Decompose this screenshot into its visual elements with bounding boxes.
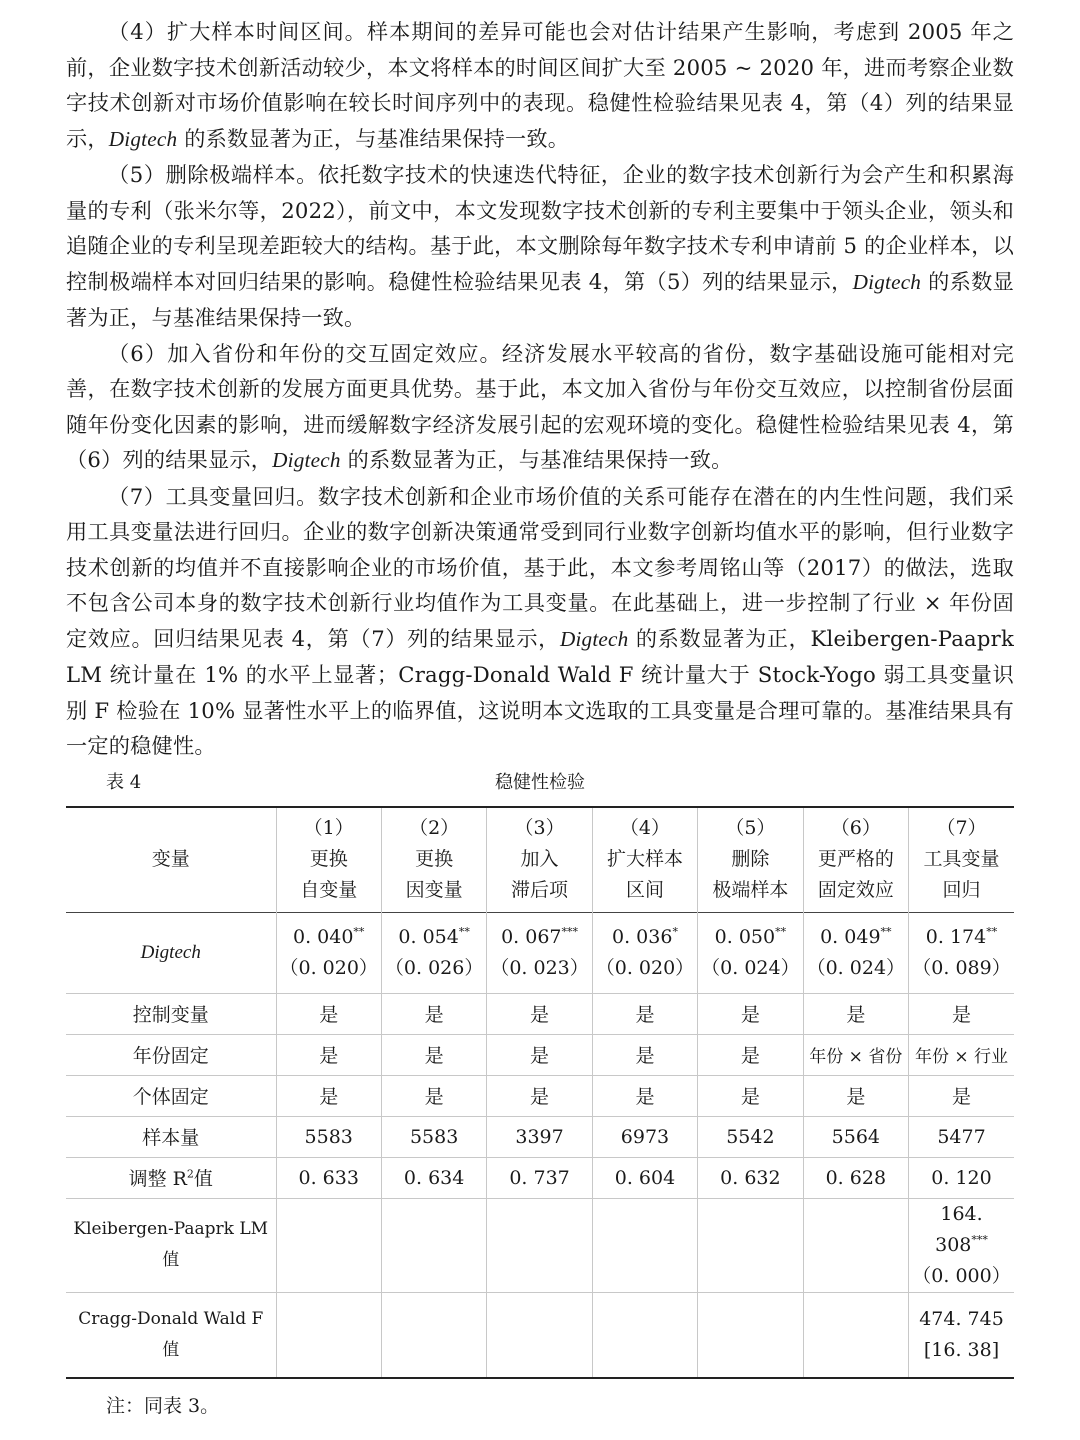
variable-name: Digtech: [559, 626, 629, 651]
column-label: 更换: [309, 848, 348, 870]
table-cell: [487, 1198, 592, 1292]
row-label: 控制变量: [132, 1004, 209, 1026]
significance-stars: ***: [971, 1233, 988, 1247]
row-label: Digtech: [140, 942, 201, 963]
row-label-text: 调整 R: [128, 1168, 187, 1190]
stat-value: 474. 745: [919, 1307, 1004, 1330]
coef-cell: [487, 912, 592, 993]
table-cell: 是: [487, 1034, 592, 1075]
table-cell: 是: [698, 1075, 803, 1116]
table-row-cd-f: [66, 1292, 1014, 1378]
paragraph-text: 的系数显著为正，与基准结果保持一致。: [66, 268, 1014, 330]
table-header-row: [66, 807, 1014, 913]
significance-stars: **: [880, 925, 892, 939]
table-cell: [592, 1292, 697, 1378]
table-cell: 年份 × 行业: [909, 1034, 1014, 1075]
table-cell: [381, 1292, 486, 1378]
table-note: 注：同表 3。: [106, 1394, 220, 1417]
coef-cell: [276, 912, 381, 993]
table-cell: 是: [381, 1075, 486, 1116]
table-cell: 0. 120: [909, 1157, 1014, 1198]
column-number: （5）: [725, 817, 776, 839]
column-label: 滞后项: [511, 879, 569, 901]
table-caption: [66, 768, 1014, 798]
column-label: 删除: [731, 848, 770, 870]
column-header: [698, 807, 803, 913]
coef-cell: [592, 912, 697, 993]
table-number: 表 4: [106, 771, 142, 793]
table-cell: 5564: [803, 1116, 908, 1157]
standard-error: （0. 026）: [384, 956, 484, 979]
standard-error: （0. 020）: [595, 956, 695, 979]
table-cell: [803, 1198, 908, 1292]
significance-stars: **: [986, 925, 998, 939]
table-cell: 6973: [592, 1116, 697, 1157]
coef-value: 0. 036: [612, 925, 673, 948]
table-cell: 5542: [698, 1116, 803, 1157]
paragraph-text: （7）工具变量回归。数字技术创新和企业市场价值的关系可能存在潜在的内生性问题，我们采用工具变量法进行回归。企业的数字创新决策通常受到同行业数字创新均值水平的影响，但行业数字技术创新的均值并不直接影响企业的市场价值，基于此，本文参考周铭山等（2017）的做法，选取不包含公司本身的数字技术创新行业均值作为工具变量。在此基础上，进一步控制了行业 × 年份固定效应。回归结果见表 4，第（7）列的结果显示，: [66, 483, 1014, 651]
table-cell: [487, 1292, 592, 1378]
standard-error: （0. 023）: [490, 956, 589, 979]
table-cell: 是: [592, 1075, 697, 1116]
variable-name: Digtech: [272, 448, 341, 472]
table-cell: [276, 1292, 381, 1378]
table-cell: 是: [381, 993, 486, 1034]
column-number: （7）: [936, 817, 987, 839]
critical-value: [16. 38]: [923, 1338, 1000, 1361]
table-cell: 是: [276, 1034, 381, 1075]
table-cell: 是: [909, 993, 1014, 1034]
column-header: [592, 807, 697, 913]
header-variable: 变量: [151, 848, 190, 870]
table-cell: 是: [592, 1034, 697, 1075]
table-cell: 是: [698, 1034, 803, 1075]
significance-stars: *: [672, 925, 678, 939]
column-label: 自变量: [300, 879, 358, 901]
table-cell: 0. 634: [381, 1157, 486, 1198]
table-cell: [698, 1198, 803, 1292]
table-row-kp-lm: [66, 1198, 1014, 1292]
table-cell: [909, 1198, 1014, 1292]
significance-stars: **: [775, 925, 787, 939]
column-header: [487, 807, 592, 913]
paragraph-6: [66, 336, 1014, 479]
coef-cell: [803, 912, 908, 993]
standard-error: （0. 024）: [806, 956, 906, 979]
table-cell: 是: [803, 1075, 908, 1116]
table-cell: 0. 737: [487, 1157, 592, 1198]
column-number: （1）: [303, 817, 354, 839]
table-cell: [276, 1198, 381, 1292]
paragraph-7: [66, 479, 1014, 764]
row-label: Kleibergen-Paaprk LM 值: [73, 1219, 269, 1270]
table-row-firm-fe: [66, 1075, 1014, 1116]
row-label: [66, 1157, 276, 1198]
coef-value: 0. 049: [820, 925, 881, 948]
table-cell: 是: [909, 1075, 1014, 1116]
row-label: 样本量: [142, 1127, 200, 1149]
row-label: 年份固定: [132, 1045, 209, 1067]
table-cell: [381, 1198, 486, 1292]
paragraph-text: 的系数显著为正，与基准结果保持一致。: [177, 125, 570, 151]
table-row-controls: [66, 993, 1014, 1034]
table-title: 稳健性检验: [495, 771, 585, 793]
table-cell: 是: [487, 993, 592, 1034]
table-row-digtech: [66, 912, 1014, 993]
column-label: 扩大样本: [606, 848, 683, 870]
table-cell: [698, 1292, 803, 1378]
table-row-adj-r2: [66, 1157, 1014, 1198]
column-number: （3）: [514, 817, 565, 839]
standard-error: （0. 024）: [701, 956, 800, 979]
table-cell: 5583: [381, 1116, 486, 1157]
column-label: 极端样本: [712, 879, 789, 901]
paragraph-text: 的系数显著为正，与基准结果保持一致。: [340, 447, 733, 472]
coef-value: 0. 050: [714, 925, 776, 948]
coef-cell: [698, 912, 803, 993]
table-row-year-fe: [66, 1034, 1014, 1075]
significance-stars: **: [353, 925, 365, 939]
column-header: [909, 807, 1014, 913]
paragraph-text: （4）扩大样本时间区间。样本期间的差异可能也会对估计结果产生影响，考虑到 2005 年之前，企业数字技术创新活动较少，本文将样本的时间区间扩大至 2005 ~ 2020 年，进而考察企业数字技术创新对市场价值影响在较长时间序列中的表现。稳健性检验结果见表 4，第（4）列的结果显示，: [66, 19, 1014, 151]
table-cell: [909, 1292, 1014, 1378]
paragraph-text: 的系数显著为正，Kleibergen-Paaprk LM 统计量在 1% 的水平上显著；Cragg-Donald Wald F 统计量大于 Stock-Yogo 弱工具变量识别 F 检验在 10% 显著性水平上的临界值，这说明本文选取的工具变量是合理可靠的。基准结果具有一定的稳健性。: [66, 625, 1014, 758]
table-cell: 0. 604: [592, 1157, 697, 1198]
robustness-table: [66, 806, 1014, 1379]
table-cell: 5477: [909, 1116, 1014, 1157]
paragraph-text: （5）删除极端样本。依托数字技术的快速迭代特征，企业的数字技术创新行为会产生和积累海量的专利（张米尔等，2022），前文中，本文发现数字技术创新的专利主要集中于领头企业，领头和追随企业的专利呈现差距较大的结构。基于此，本文删除每年数字技术专利申请前 5 的企业样本，以控制极端样本对回归结果的影响。稳健性检验结果见表 4，第（5）列的结果显示，: [66, 162, 1014, 294]
coef-value: 0. 040: [292, 925, 354, 948]
table-cell: 是: [803, 993, 908, 1034]
significance-stars: **: [458, 925, 470, 939]
column-label: 更严格的: [817, 848, 894, 870]
coef-cell: [381, 912, 486, 993]
row-label: 个体固定: [132, 1086, 209, 1108]
table-cell: 5583: [276, 1116, 381, 1157]
column-label: 因变量: [405, 879, 463, 901]
column-label: 更换: [415, 848, 454, 870]
column-label: 回归: [942, 879, 981, 901]
table-cell: 是: [487, 1075, 592, 1116]
standard-error: （0. 020）: [279, 956, 378, 979]
column-number: （4）: [619, 817, 671, 839]
stat-value: 164. 308: [935, 1202, 983, 1256]
superscript: 2: [186, 1167, 194, 1181]
p-value: （0. 000）: [912, 1264, 1011, 1287]
table-cell: 是: [276, 993, 381, 1034]
variable-name: Digtech: [108, 126, 178, 151]
table-cell: 是: [276, 1075, 381, 1116]
paragraph-5: [66, 157, 1014, 336]
table-cell: 是: [698, 993, 803, 1034]
table-cell: 年份 × 省份: [803, 1034, 908, 1075]
table-cell: [803, 1292, 908, 1378]
table-cell: 0. 632: [698, 1157, 803, 1198]
column-number: （6）: [830, 817, 881, 839]
table-cell: 0. 628: [803, 1157, 908, 1198]
coef-value: 0. 054: [398, 925, 459, 948]
column-number: （2）: [409, 817, 460, 839]
column-header: [803, 807, 908, 913]
coef-cell: [909, 912, 1014, 993]
variable-name: Digtech: [852, 269, 922, 294]
significance-stars: ***: [561, 925, 579, 939]
coef-value: 0. 174: [925, 925, 987, 948]
table-cell: [592, 1198, 697, 1292]
standard-error: （0. 089）: [912, 956, 1011, 979]
table-cell: 是: [381, 1034, 486, 1075]
column-label: 区间: [625, 879, 664, 901]
table-row-sample-size: [66, 1116, 1014, 1157]
table-cell: 3397: [487, 1116, 592, 1157]
row-label: Cragg-Donald Wald F 值: [78, 1308, 264, 1360]
row-label-text: 值: [193, 1168, 213, 1190]
paragraph-4: [66, 14, 1014, 157]
column-header: [381, 807, 486, 913]
table-cell: 0. 633: [276, 1157, 381, 1198]
table-cell: 是: [592, 993, 697, 1034]
column-label: 固定效应: [817, 879, 894, 901]
column-label: 工具变量: [923, 848, 1000, 870]
column-header: [276, 807, 381, 913]
coef-value: 0. 067: [501, 925, 562, 948]
column-label: 加入: [520, 848, 559, 870]
paragraph-text: （6）加入省份和年份的交互固定效应。经济发展水平较高的省份，数字基础设施可能相对完善，在数字技术创新的发展方面更具优势。基于此，本文加入省份与年份交互效应，以控制省份层面随年份变化因素的影响，进而缓解数字经济发展引起的宏观环境的变化。稳健性检验结果见表 4，第（6）列的结果显示，: [66, 340, 1014, 472]
